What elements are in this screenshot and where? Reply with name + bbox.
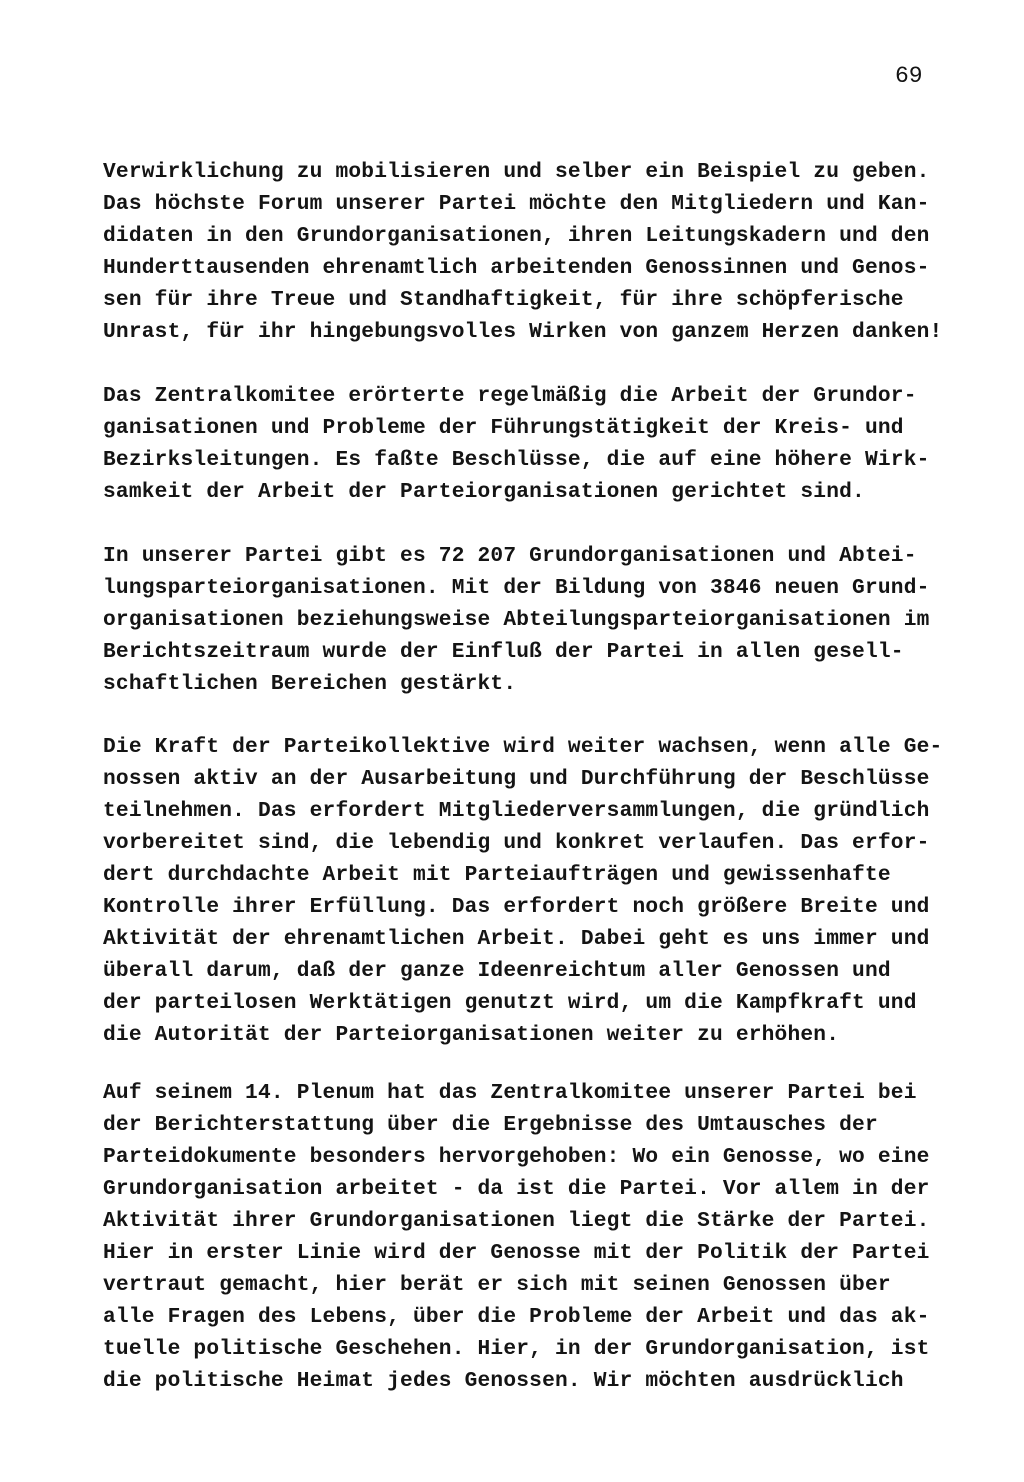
text-line: Aktivität der ehrenamtlichen Arbeit. Dabei geht es uns immer und [103, 927, 930, 951]
text-line: tuelle politische Geschehen. Hier, in der Grundorganisation, ist [103, 1337, 930, 1361]
text-line: der Berichterstattung über die Ergebnisse des Umtausches der [103, 1113, 878, 1137]
text-line: die Autorität der Parteiorganisationen weiter zu erhöhen. [103, 1023, 840, 1047]
text-line: dert durchdachte Arbeit mit Parteiaufträgen und gewissenhafte [103, 863, 891, 887]
paragraph-5 [103, 1077, 943, 1397]
text-line: Verwirklichung zu mobilisieren und selber ein Beispiel zu geben. [103, 160, 930, 184]
text-line: organisationen beziehungsweise Abteilungsparteiorganisationen im [103, 608, 930, 632]
paragraph-2 [103, 380, 943, 508]
paragraph-1 [103, 156, 943, 348]
text-line: Das Zentralkomitee erörterte regelmäßig die Arbeit der Grundor- [103, 384, 917, 408]
paragraph-3 [103, 540, 943, 700]
paragraph-4 [103, 731, 943, 1051]
text-line: Aktivität ihrer Grundorganisationen liegt die Stärke der Partei. [103, 1209, 930, 1233]
text-line: vertraut gemacht, hier berät er sich mit seinen Genossen über [103, 1273, 891, 1297]
text-line: Parteidokumente besonders hervorgehoben: Wo ein Genosse, wo eine [103, 1145, 930, 1169]
text-line: nossen aktiv an der Ausarbeitung und Durchführung der Beschlüsse [103, 767, 930, 791]
text-line: Bezirksleitungen. Es faßte Beschlüsse, die auf eine höhere Wirk- [103, 448, 930, 472]
text-line: Das höchste Forum unserer Partei möchte den Mitgliedern und Kan- [103, 192, 930, 216]
text-line: ganisationen und Probleme der Führungstätigkeit der Kreis- und [103, 416, 904, 440]
text-line: sen für ihre Treue und Standhaftigkeit, für ihre schöpferische [103, 288, 904, 312]
text-line: Kontrolle ihrer Erfüllung. Das erfordert noch größere Breite und [103, 895, 930, 919]
text-line: In unserer Partei gibt es 72 207 Grundorganisationen und Abtei- [103, 544, 917, 568]
text-line: Hier in erster Linie wird der Genosse mit der Politik der Partei [103, 1241, 930, 1265]
text-line: alle Fragen des Lebens, über die Probleme der Arbeit und das ak- [103, 1305, 930, 1329]
text-line: samkeit der Arbeit der Parteiorganisationen gerichtet sind. [103, 480, 865, 504]
text-line: der parteilosen Werktätigen genutzt wird, um die Kampfkraft und [103, 991, 917, 1015]
text-line: lungsparteiorganisationen. Mit der Bildung von 3846 neuen Grund- [103, 576, 930, 600]
text-line: Auf seinem 14. Plenum hat das Zentralkomitee unserer Partei bei [103, 1081, 917, 1105]
text-line: vorbereitet sind, die lebendig und konkret verlaufen. Das erfor- [103, 831, 930, 855]
text-line: überall darum, daß der ganze Ideenreichtum aller Genossen und [103, 959, 891, 983]
text-line: schaftlichen Bereichen gestärkt. [103, 672, 517, 696]
text-line: Die Kraft der Parteikollektive wird weiter wachsen, wenn alle Ge- [103, 735, 943, 759]
text-line: die politische Heimat jedes Genossen. Wir möchten ausdrücklich [103, 1369, 904, 1393]
text-line: didaten in den Grundorganisationen, ihren Leitungskadern und den [103, 224, 930, 248]
text-line: Grundorganisation arbeitet - da ist die Partei. Vor allem in der [103, 1177, 930, 1201]
text-line: Hunderttausenden ehrenamtlich arbeitenden Genossinnen und Genos- [103, 256, 930, 280]
text-line: Berichtszeitraum wurde der Einfluß der Partei in allen gesell- [103, 640, 904, 664]
text-line: Unrast, für ihr hingebungsvolles Wirken von ganzem Herzen danken! [103, 320, 943, 344]
text-line: teilnehmen. Das erfordert Mitgliederversammlungen, die gründlich [103, 799, 930, 823]
page-number: 69 [895, 63, 923, 89]
